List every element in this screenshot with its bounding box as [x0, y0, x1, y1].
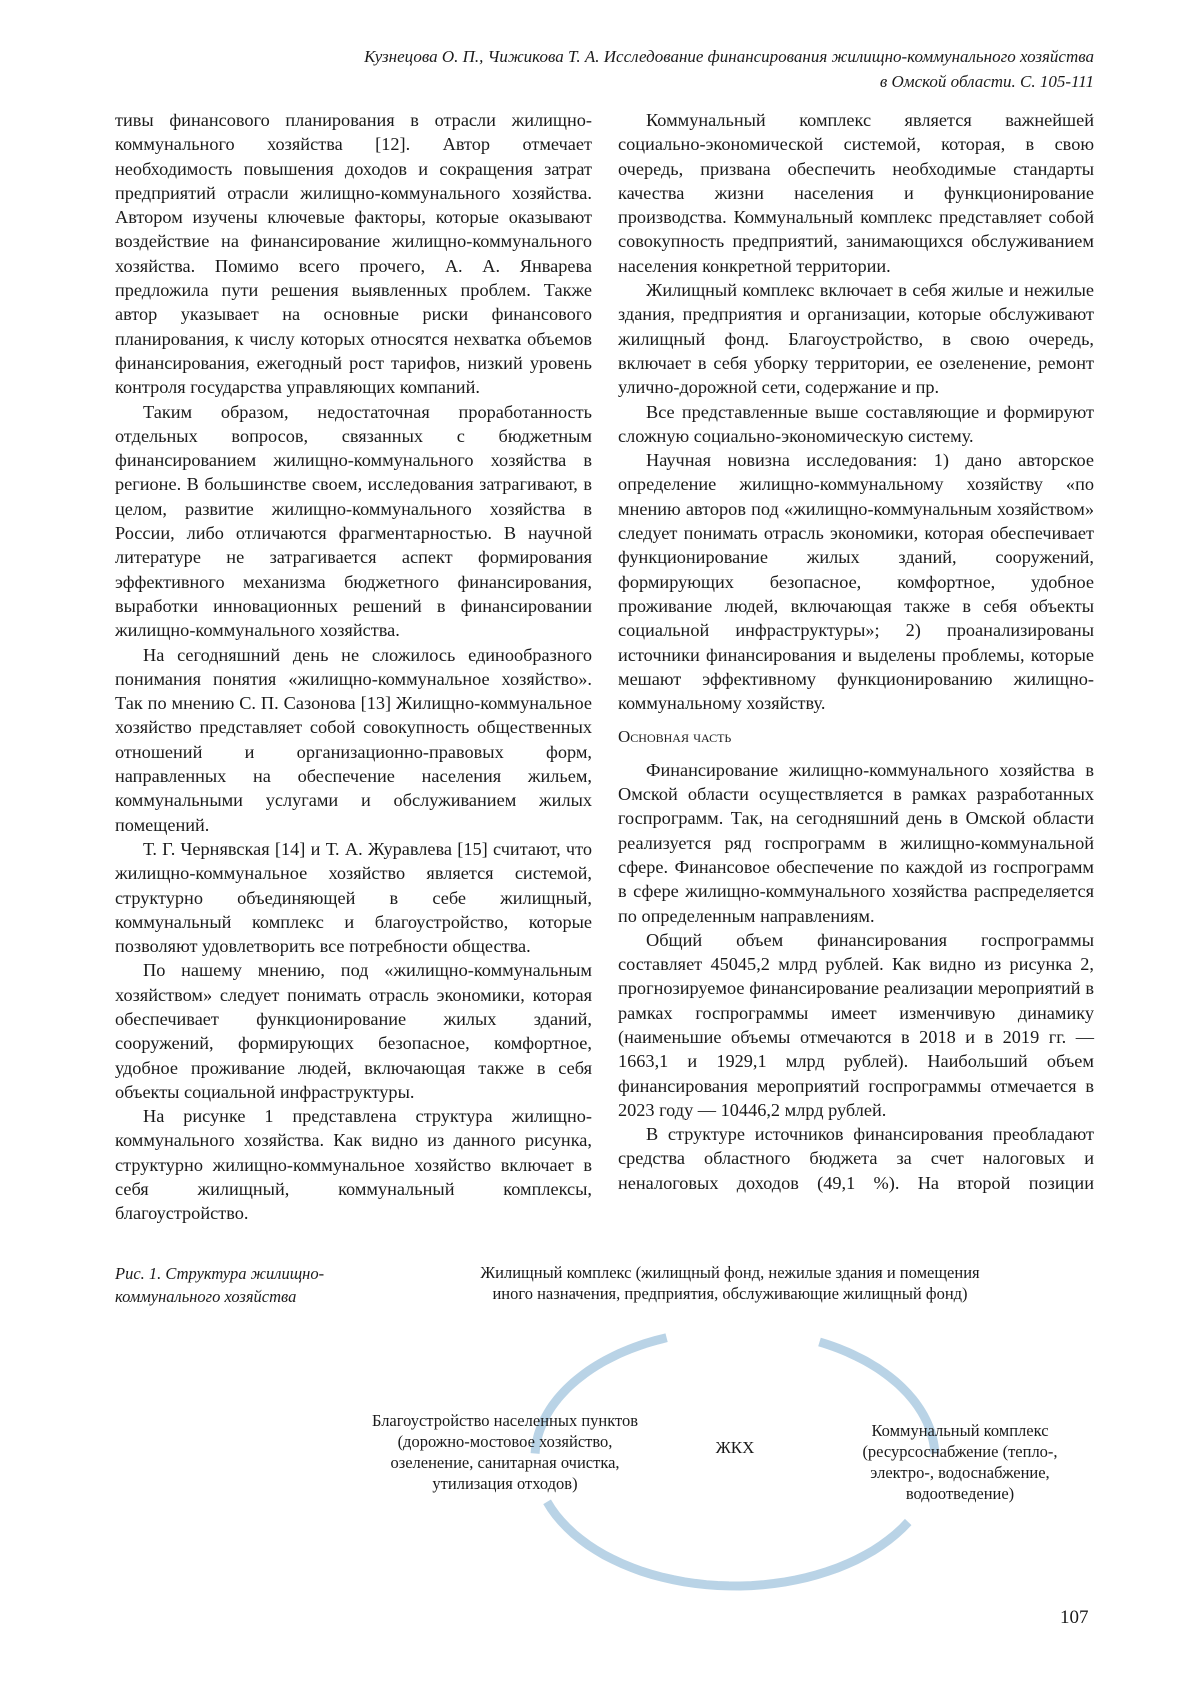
paragraph: Жилищный комплекс включает в себя жилые и нежилые здания, предприятия и организации, которые обслуживают жилищный фонд. Благоустройство, в свою очередь, включает в себя уборку территории, ее озеленение, ремонт улично-дорожной сети, содержание и пр.	[618, 278, 1094, 399]
running-header	[364, 44, 1094, 94]
header-line-2: в Омской области. С. 105-111	[364, 69, 1094, 94]
paragraph: Таким образом, недостаточная проработанность отдельных вопросов, связанных с бюджетным финансированием жилищно-коммунального хозяйства в регионе. В большинстве своем, исследования затрагивают, в целом, развитие жилищно-коммунального хозяйства в России, либо отличаются фрагментарностью. В научной литературе не затрагивается аспект формирования эффективного механизма бюджетного финансирования, выработки инновационных решений в финансировании жилищно-коммунального хозяйства.	[115, 400, 592, 643]
node-improvement: Благоустройство населенных пунктов (дорожно-мостовое хозяйство, озеленение, санитарная очистка, утилизация отходов)	[370, 1410, 640, 1494]
node-communal-complex: Коммунальный комплекс (ресурсоснабжение (тепло-, электро-, водоснабжение, водоотведение)	[830, 1420, 1090, 1504]
paragraph: По нашему мнению, под «жилищно-коммунальным хозяйством» следует понимать отрасль экономики, которая обеспечивает функционирование жилых зданий, сооружений, формирующих безопасное, комфортное, удобное проживание людей, включающая также в себя объекты социальной инфраструктуры.	[115, 958, 592, 1104]
node-housing-complex: Жилищный комплекс (жилищный фонд, нежилые здания и помещения иного назначения, предприятия, обслуживающие жилищный фонд)	[480, 1262, 980, 1304]
paragraph: Научная новизна исследования: 1) дано авторское определение жилищно-коммунальному хозяйству «по мнению авторов под «жилищно-коммунальным хозяйством» следует понимать отрасль экономики, которая обеспечивает функционирование жилых зданий, сооружений, формирующих безопасное, комфортное, удобное проживание людей, включающая также в себя объекты социальной инфраструктуры»; 2) проанализированы источники финансирования и выделены проблемы, которые мешают эффективному функционированию жилищно-коммунальному хозяйству.	[618, 448, 1094, 715]
paragraph: На сегодняшний день не сложилось единообразного понимания понятия «жилищно-коммунальное хозяйство». Так по мнению С. П. Сазонова [13] Жилищно-коммунальное хозяйство представляет собой совокупность общественных отношений и организационно-правовых форм, направленных на обеспечение населения жильем, коммунальными услугами и обслуживанием жилых помещений.	[115, 643, 592, 837]
paragraph: Общий объем финансирования госпрограммы составляет 45045,2 млрд рублей. Как видно из рисунка 2, прогнозируемое финансирование реализации мероприятий в рамках госпрограммы имеет изменчивую динамику (наименьшие объемы отмечаются в 2018 и в 2019 гг. — 1663,1 и 1929,1 млрд рублей). Наибольший объем финансирования мероприятий госпрограммы отмечается в 2023 году — 10446,2 млрд рублей.	[618, 928, 1094, 1122]
page-number: 107	[1060, 1607, 1089, 1629]
paragraph: В структуре источников финансирования преобладают средства областного бюджета за счет налоговых и неналоговых доходов (49,1 %). На второй позиции	[618, 1122, 1094, 1195]
paragraph: На рисунке 1 представлена структура жилищ­но-коммунального хозяйства. Как видно из данного рисунка, структурно жилищно-коммунальное хозяйство включает в себя жилищный, коммунальный комплексы, благоустройство.	[115, 1104, 592, 1225]
node-center-zhkh: ЖКХ	[700, 1437, 770, 1458]
left-column	[115, 108, 592, 1226]
paragraph: Финансирование жилищно-коммунального хозяйства в Омской области осуществляется в рамках разработанных госпрограмм. Так, на сегодняшний день в Омской области реализуется ряд госпрограмм в жилищно-коммунальной сфере. Финансовое обеспечение по каждой из госпрограмм в сфере жилищно-коммунального хозяйства распределяется по определенным направлениям.	[618, 758, 1094, 928]
header-line-1: Кузнецова О. П., Чижикова Т. А. Исследование финансирования жилищно-коммунального хозяйства	[364, 44, 1094, 69]
paragraph: Все представленные выше составляющие и формируют сложную социально-экономическую систему.	[618, 400, 1094, 449]
paragraph: Т. Г. Чернявская [14] и Т. А. Журавлева [15] считают, что жилищно-коммунальное хозяйство является системой, структурно объединяющей в себе жилищный, коммунальный комплекс и благоустройство, которые позволяют удовлетворить все потребности общества.	[115, 837, 592, 958]
paragraph: тивы финансового планирования в отрасли жилищ­но-коммунального хозяйства [12]. Автор отмечает необходимость повышения доходов и сокращения затрат предприятий отрасли жилищно-коммунального хозяйства. Автором изучены ключевые факторы, которые оказывают воздействие на финансирование жилищ­но-коммунального хозяйства. Помимо всего прочего, А. А. Январева предложила пути решения выявленных проблем. Также автор указывает на основные риски финансового планирования, к числу которых относятся нехватка объемов финансирования, ежегодный рост тарифов, низкий уровень контроля государства управляющих компаний.	[115, 108, 592, 400]
paragraph: Коммунальный комплекс является важнейшей социально-экономической системой, которая, в свою очередь, призвана обеспечить необходимые стандарты качества жизни населения и функционирование производства. Коммунальный комплекс представляет собой совокупность предприятий, занимающихся обслуживанием населения конкретной территории.	[618, 108, 1094, 278]
section-heading: Основная часть	[618, 725, 1094, 749]
arc-bottom	[547, 1502, 908, 1586]
right-column	[618, 108, 1094, 1195]
figure-caption: Рис. 1. Структура жилищ­но-коммунального хозяйства	[115, 1262, 335, 1308]
